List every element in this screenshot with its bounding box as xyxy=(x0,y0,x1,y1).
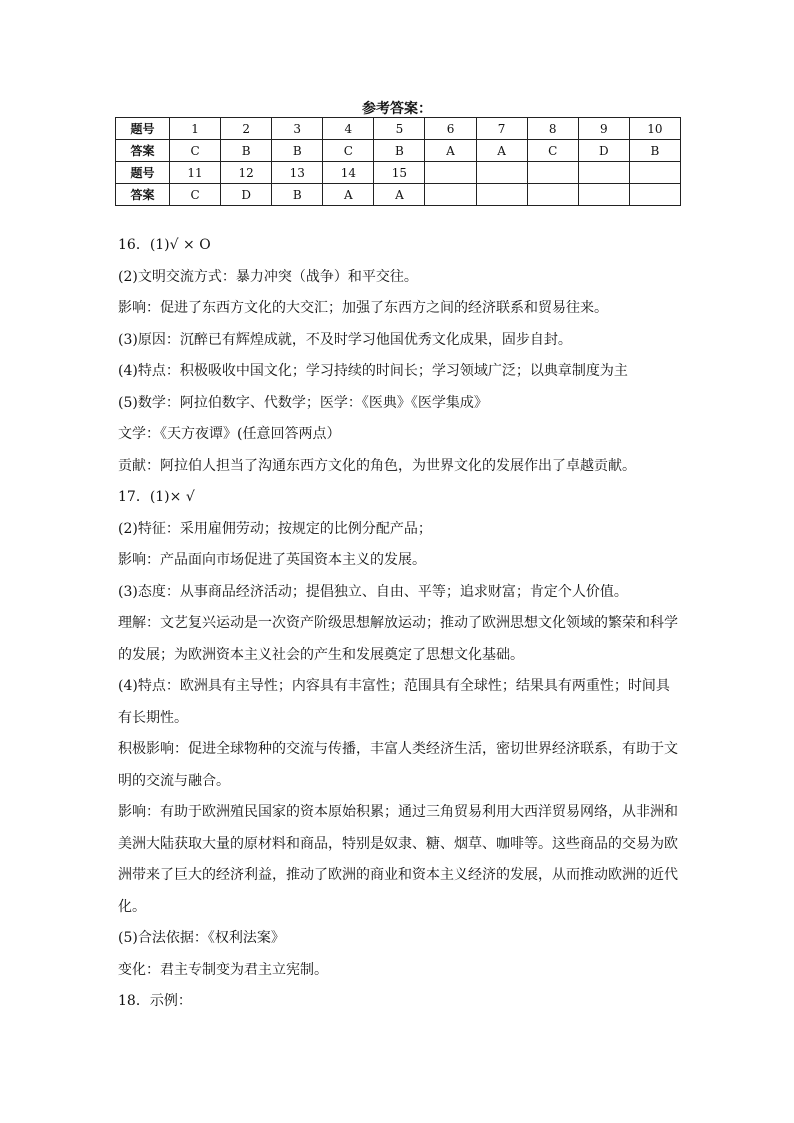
table-cell: 4 xyxy=(323,118,374,140)
answer-line: (3)态度：从事商品经济活动；提倡独立、自由、平等；追求财富；肯定个人价值。 xyxy=(118,583,628,600)
row-label: 答案 xyxy=(116,184,170,206)
table-cell: A xyxy=(323,184,374,206)
table-cell: D xyxy=(221,184,272,206)
answer-line: 17．(1)× √ xyxy=(118,489,195,505)
table-cell: C xyxy=(170,140,221,162)
table-cell xyxy=(425,184,476,206)
table-cell: B xyxy=(221,140,272,162)
answer-line: 理解：文艺复兴运动是一次资产阶级思想解放运动；推动了欧洲思想文化领域的繁荣和科学的发展；为欧洲资本主义社会的产生和发展奠定了思想文化基础。 xyxy=(118,615,678,663)
answer-line: 影响：产品面向市场促进了英国资本主义的发展。 xyxy=(118,552,426,568)
answer-line: 影响：有助于欧洲殖民国家的资本原始积累；通过三角贸易利用大西洋贸易网络，从非洲和美洲大陆获取大量的原材料和商品，特别是奴隶、糖、烟草、咖啡等。这些商品的交易为欧洲带来了巨大的经济利益，推动了欧洲的商业和资本主义经济的发展，从而推动欧洲的近代化。 xyxy=(118,804,678,915)
answer-line: (2)特征：采用雇佣劳动；按规定的比例分配产品； xyxy=(118,520,432,537)
table-cell xyxy=(578,162,629,184)
table-cell: D xyxy=(578,140,629,162)
table-cell xyxy=(629,184,680,206)
table-cell: C xyxy=(527,140,578,162)
table-cell: A xyxy=(425,140,476,162)
table-cell: 7 xyxy=(476,118,527,140)
table-cell: 6 xyxy=(425,118,476,140)
answer-line: 16．(1)√ × O xyxy=(118,237,211,253)
table-cell: 5 xyxy=(374,118,425,140)
table-cell: A xyxy=(374,184,425,206)
table-row xyxy=(116,184,681,206)
table-cell: 15 xyxy=(374,162,425,184)
table-cell: B xyxy=(272,184,323,206)
row-label: 题号 xyxy=(116,162,170,184)
answer-line: 变化：君主专制变为君主立宪制。 xyxy=(118,961,328,978)
table-cell: 12 xyxy=(221,162,272,184)
table-cell: 2 xyxy=(221,118,272,140)
table-cell xyxy=(527,184,578,206)
table-cell xyxy=(476,162,527,184)
table-cell xyxy=(425,162,476,184)
table-cell: B xyxy=(272,140,323,162)
answer-line: (4)特点：积极吸收中国文化；学习持续的时间长；学习领域广泛；以典章制度为主 xyxy=(118,363,628,379)
table-cell: 14 xyxy=(323,162,374,184)
table-cell: C xyxy=(323,140,374,162)
table-cell: 1 xyxy=(170,118,221,140)
answer-line: (4)特点：欧洲具有主导性；内容具有丰富性；范围具有全球性；结果具有两重性；时间具有长期性。 xyxy=(118,678,670,726)
table-row xyxy=(116,162,681,184)
table-cell: 9 xyxy=(578,118,629,140)
row-label: 题号 xyxy=(116,118,170,140)
answer-line: (5)合法依据：《权利法案》 xyxy=(118,930,285,946)
answer-line: (2)文明交流方式：暴力冲突（战争）和平交往。 xyxy=(118,268,418,285)
answer-line: (3)原因：沉醉已有辉煌成就，不及时学习他国优秀文化成果，固步自封。 xyxy=(118,331,572,348)
answer-line: (5)数学：阿拉伯数字、代数学；医学：《医典》《医学集成》 xyxy=(118,394,488,411)
table-cell: 3 xyxy=(272,118,323,140)
table-cell: 13 xyxy=(272,162,323,184)
table-cell: 11 xyxy=(170,162,221,184)
table-cell: B xyxy=(629,140,680,162)
answer-line: 文学：《天方夜谭》(任意回答两点） xyxy=(118,426,341,442)
table-cell: B xyxy=(374,140,425,162)
table-cell xyxy=(629,162,680,184)
table-cell xyxy=(527,162,578,184)
table-cell: A xyxy=(476,140,527,162)
answer-title: 参考答案： xyxy=(362,101,432,117)
answer-table xyxy=(115,117,681,206)
table-cell xyxy=(476,184,527,206)
table-row xyxy=(116,140,681,162)
table-cell: 10 xyxy=(629,118,680,140)
answer-line: 18．示例： xyxy=(118,993,192,1009)
table-cell: 8 xyxy=(527,118,578,140)
answer-line: 贡献：阿拉伯人担当了沟通东西方文化的角色，为世界文化的发展作出了卓越贡献。 xyxy=(118,457,636,474)
table-row xyxy=(116,118,681,140)
answer-line: 积极影响：促进全球物种的交流与传播，丰富人类经济生活，密切世界经济联系，有助于文明的交流与融合。 xyxy=(118,741,678,789)
answer-content xyxy=(118,230,678,1018)
row-label: 答案 xyxy=(116,140,170,162)
answer-line: 影响：促进了东西方文化的大交汇；加强了东西方之间的经济联系和贸易往来。 xyxy=(118,300,608,316)
table-cell xyxy=(578,184,629,206)
table-cell: C xyxy=(170,184,221,206)
